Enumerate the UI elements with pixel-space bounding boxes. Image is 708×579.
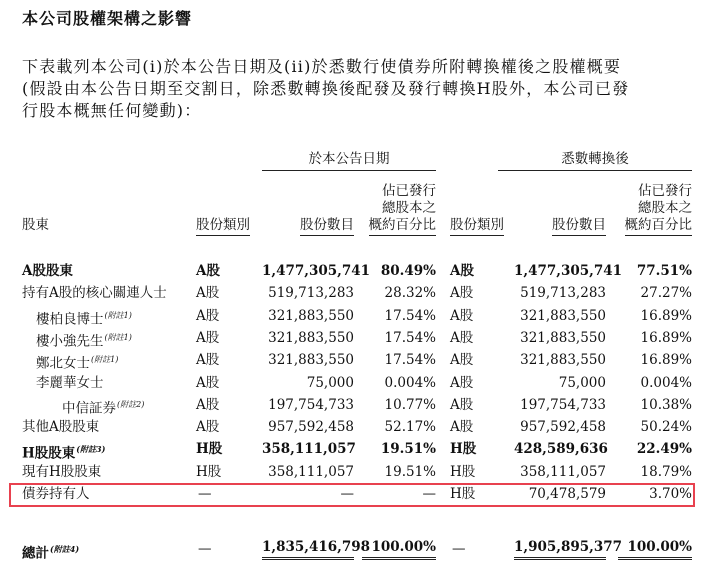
share-class-converted: A股 <box>450 374 474 391</box>
share-class-converted: H股 <box>450 463 476 480</box>
table-row <box>0 260 708 282</box>
col-header-shares-b-text: 股份數目 <box>552 217 606 236</box>
shareholder-name: H股股東 <box>22 445 76 462</box>
col-header-pct-b <box>606 183 692 234</box>
share-count-converted: 957,592,458 <box>520 419 606 436</box>
intro-line: (假設由本公告日期至交割日，除悉數轉換後配發及發行轉換H股外，本公司已發 <box>22 79 630 98</box>
table-row <box>0 416 708 438</box>
share-pct-converted: 18.79% <box>640 463 692 480</box>
share-pct-converted: 16.89% <box>640 329 692 346</box>
share-class-converted: H股 <box>450 486 476 502</box>
share-class-current: H股 <box>196 441 223 458</box>
table-row <box>0 438 708 460</box>
share-pct-current: 10.77% <box>384 396 436 413</box>
total-shares-a: 1,835,416,798 <box>262 537 354 560</box>
col-header-class-b-text: 股份類別 <box>450 217 504 236</box>
share-count-converted: 321,883,550 <box>520 329 606 346</box>
shareholder-name: 現有H股股東 <box>22 463 102 480</box>
total-pct-a: 100.00% <box>362 537 436 560</box>
share-count-current: 1,477,305,741 <box>262 263 371 279</box>
share-class-current: A股 <box>196 419 220 436</box>
shareholder-name: 債券持有人 <box>22 486 90 502</box>
share-class-current: — <box>198 486 212 502</box>
share-class-converted: A股 <box>450 396 474 413</box>
total-class-b: — <box>452 541 466 557</box>
share-count-converted: 358,111,057 <box>520 463 606 480</box>
shareholder-name: 樓小強先生 <box>36 333 104 350</box>
total-note: (附註4) <box>50 544 80 554</box>
share-pct-converted: 10.38% <box>640 396 692 413</box>
footnote-ref: (附註3) <box>76 444 106 455</box>
shareholder-name: 持有A股的核心關連人士 <box>22 285 167 302</box>
shareholder-name: A股股東 <box>22 263 73 279</box>
share-class-current: A股 <box>196 307 220 324</box>
table-row <box>0 282 708 304</box>
share-pct-current: 80.49% <box>380 263 436 279</box>
col-header-shareholder-text: 股東 <box>22 217 49 233</box>
share-count-current: 358,111,057 <box>262 441 356 458</box>
share-count-converted: 1,477,305,741 <box>514 263 623 279</box>
intro-paragraph <box>22 56 698 122</box>
share-class-converted: A股 <box>450 285 474 302</box>
share-pct-converted: 77.51% <box>636 263 692 279</box>
col-header-pct-a-line: 總股本之 <box>382 200 436 216</box>
intro-line: 下表載列本公司(i)於本公告日期及(ii)於悉數行使債券所附轉換權後之股權概要 <box>22 57 622 76</box>
table-row <box>0 349 708 371</box>
col-header-shareholder <box>22 217 49 234</box>
footnote-ref: (附註2) <box>117 399 145 409</box>
col-header-class-a-text: 股份類別 <box>196 217 250 236</box>
shareholder-name: 中信証券 <box>62 400 116 417</box>
col-header-pct-a-line: 佔已發行 <box>382 183 436 199</box>
share-pct-converted: 0.004% <box>640 374 692 391</box>
shareholder-name: 李麗華女士 <box>36 374 104 391</box>
share-class-converted: H股 <box>450 441 477 458</box>
share-count-converted: 321,883,550 <box>520 307 606 324</box>
table-row <box>0 372 708 394</box>
share-count-current: 519,713,283 <box>268 285 354 302</box>
col-header-pct-a-line: 概約百分比 <box>369 217 437 236</box>
highlight-box <box>9 483 695 507</box>
table-row <box>0 305 708 327</box>
share-count-converted: 197,754,733 <box>520 396 606 413</box>
share-pct-converted: 50.24% <box>640 419 692 436</box>
share-pct-current: 0.004% <box>384 374 436 391</box>
share-class-converted: A股 <box>450 352 474 369</box>
share-pct-current: 28.32% <box>384 285 436 302</box>
share-class-current: A股 <box>196 263 220 279</box>
share-pct-current: 17.54% <box>384 329 436 346</box>
share-count-converted: 321,883,550 <box>520 352 606 369</box>
col-header-class-a <box>196 217 250 234</box>
total-label <box>22 537 79 566</box>
share-pct-converted: 3.70% <box>649 486 692 502</box>
share-class-current: A股 <box>196 352 220 369</box>
share-class-converted: A股 <box>450 263 474 279</box>
total-class-a: — <box>198 541 212 557</box>
share-pct-converted: 16.89% <box>640 307 692 324</box>
total-label-text: 總計 <box>22 545 49 562</box>
col-header-pct-a <box>354 183 436 234</box>
table-row <box>0 394 708 416</box>
shareholder-name: 樓柏良博士 <box>36 311 104 328</box>
section-title: 本公司股權架構之影響 <box>22 9 193 28</box>
share-count-converted: 519,713,283 <box>520 285 606 302</box>
footnote-ref: (附註1) <box>104 310 132 320</box>
col-header-shares-a-text: 股份數目 <box>300 217 354 236</box>
col-header-pct-b-line: 總股本之 <box>638 200 692 216</box>
col-header-class-b <box>450 217 504 234</box>
share-pct-converted: 22.49% <box>636 441 692 458</box>
share-count-current: 197,754,733 <box>268 396 354 413</box>
share-pct-current: 17.54% <box>384 352 436 369</box>
share-class-current: A股 <box>196 374 220 391</box>
share-count-current: 321,883,550 <box>268 307 354 324</box>
total-row <box>0 537 708 561</box>
share-class-current: A股 <box>196 329 220 346</box>
share-pct-current: 17.54% <box>384 307 436 324</box>
col-header-pct-b-line: 佔已發行 <box>638 183 692 199</box>
share-class-current: A股 <box>196 285 220 302</box>
group-header-converted: 悉數轉換後 <box>498 147 692 171</box>
share-count-current: 75,000 <box>306 374 354 391</box>
total-shares-b: 1,905,895,377 <box>514 537 606 560</box>
share-pct-current: — <box>422 486 436 502</box>
shareholder-name: 其他A股股東 <box>22 419 100 436</box>
total-pct-b: 100.00% <box>618 537 692 560</box>
share-pct-converted: 27.27% <box>640 285 692 302</box>
intro-line: 行股本概無任何變動)： <box>22 101 202 120</box>
share-pct-converted: 16.89% <box>640 352 692 369</box>
share-pct-current: 52.17% <box>384 419 436 436</box>
footnote-ref: (附註1) <box>104 332 132 342</box>
share-pct-current: 19.51% <box>380 441 436 458</box>
table-row <box>0 327 708 349</box>
share-class-converted: A股 <box>450 307 474 324</box>
share-count-converted: 70,478,579 <box>528 486 606 502</box>
shareholder-name: 鄭北女士 <box>36 355 90 372</box>
share-count-converted: 75,000 <box>558 374 606 391</box>
share-class-converted: A股 <box>450 419 474 436</box>
share-count-current: 957,592,458 <box>268 419 354 436</box>
table-row <box>0 461 708 483</box>
col-header-shares-b <box>510 217 606 234</box>
share-count-current: 321,883,550 <box>268 329 354 346</box>
share-class-current: A股 <box>196 396 220 413</box>
share-pct-current: 19.51% <box>384 463 436 480</box>
footnote-ref: (附註1) <box>91 355 119 365</box>
share-count-current: 321,883,550 <box>268 352 354 369</box>
share-class-converted: A股 <box>450 329 474 346</box>
share-count-converted: 428,589,636 <box>514 441 608 458</box>
share-count-current: — <box>340 486 354 502</box>
group-header-current: 於本公告日期 <box>262 147 436 171</box>
col-header-shares-a <box>262 217 354 234</box>
share-count-current: 358,111,057 <box>268 463 354 480</box>
share-class-current: H股 <box>196 463 222 480</box>
col-header-pct-b-line: 概約百分比 <box>625 217 693 236</box>
